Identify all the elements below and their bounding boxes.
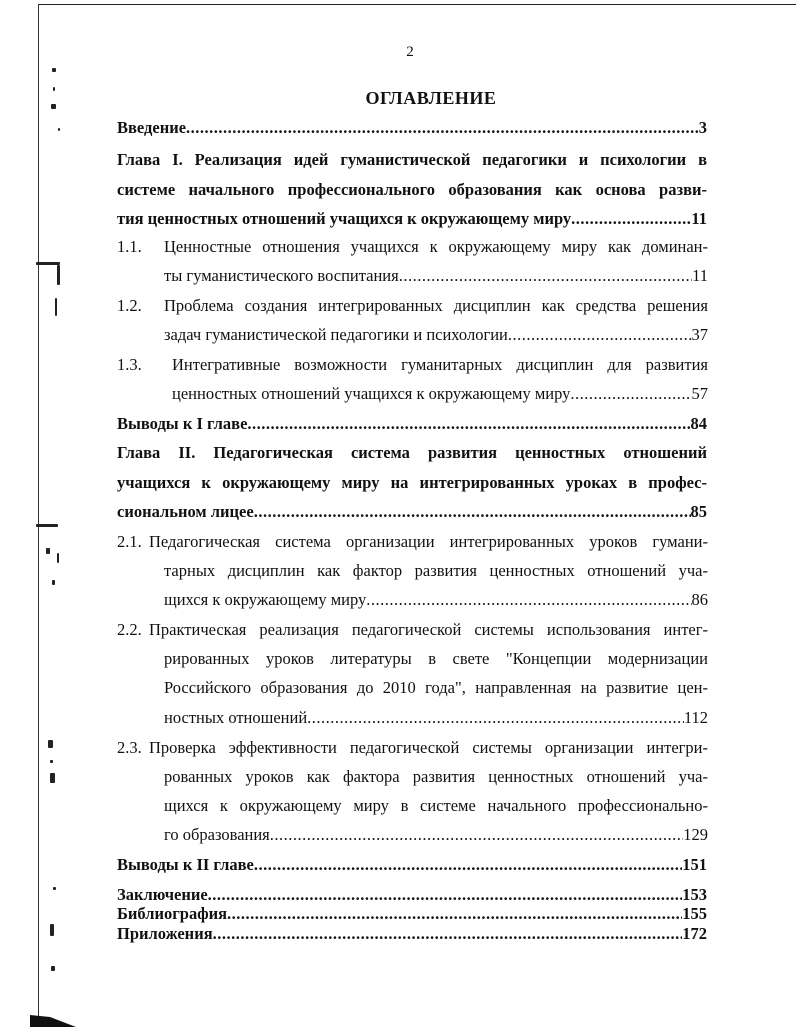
- scan-speck: [52, 580, 55, 585]
- scan-speck: [55, 298, 57, 316]
- scan-speck: [51, 966, 55, 971]
- scan-speck: [52, 68, 56, 72]
- toc-entry-1-3[interactable]: ценностных отношений учащихся к окружающему миру ..... 57: [172, 384, 708, 404]
- toc-section-number: 1.1.: [117, 237, 142, 256]
- toc-entry-intro[interactable]: Введение ..... 3: [117, 118, 707, 138]
- toc-entry-2-1[interactable]: щихся к окружающему миру ..... 86: [164, 590, 708, 610]
- toc-section-2-3-line: щихся к окружающему миру в системе начального профессионально-: [164, 796, 708, 815]
- toc-section-number: 1.3.: [117, 355, 142, 374]
- toc-entry-2-3[interactable]: го образования ..... 129: [164, 825, 708, 845]
- toc-section-2-3-line: Проверка эффективности педагогической системы организации интегри-: [149, 738, 708, 757]
- toc-entry-2-2[interactable]: ностных отношений ..... 112: [164, 708, 708, 728]
- scan-speck: [50, 760, 53, 763]
- toc-section-2-1-line: Педагогическая система организации интегрированных уроков гумани-: [149, 532, 708, 551]
- scan-speck: [53, 887, 56, 890]
- toc-section-2-1-line: тарных дисциплин как фактор развития ценностных отношений уча-: [164, 561, 708, 580]
- toc-chapter-2-line: учащихся к окружающему миру на интегрированных уроках в профес-: [117, 473, 707, 492]
- toc-entry-1-2[interactable]: задач гуманистической педагогики и психологии ..... 37: [164, 325, 708, 345]
- scan-speck: [57, 553, 59, 563]
- scan-speck: [50, 773, 55, 783]
- toc-section-2-2-line: рированных уроков литературы в свете "Концепции модернизации: [164, 649, 708, 668]
- toc-entry-chapter-2[interactable]: сиональном лицее ..... 85: [117, 502, 707, 522]
- page-title: ОГЛАВЛЕНИЕ: [365, 88, 497, 108]
- toc-section-2-2-line: Российского образования до 2010 года", направленная на развитие цен-: [164, 678, 708, 697]
- toc-entry-conclusion[interactable]: Заключение ..... 153: [117, 885, 707, 905]
- toc-section-1-1-line: Ценностные отношения учащихся к окружающему миру как доминан-: [164, 237, 708, 256]
- page-number: 2: [406, 44, 414, 60]
- scan-corner-shadow: [30, 1005, 80, 1027]
- scan-speck: [50, 924, 54, 936]
- toc-chapter-2-line: Глава II. Педагогическая система развития ценностных отношений: [117, 443, 707, 462]
- toc-entry-conclusions-1[interactable]: Выводы к I главе ..... 84: [117, 414, 707, 434]
- scan-speck: [36, 524, 58, 527]
- toc-section-2-2-line: Практическая реализация педагогической системы использования интег-: [149, 620, 708, 639]
- toc-chapter-1-line: системе начального профессионального образования как основа разви-: [117, 180, 707, 199]
- toc-entry-appendices[interactable]: Приложения ..... 172: [117, 924, 707, 944]
- toc-entry-bibliography[interactable]: Библиография ..... 155: [117, 904, 707, 924]
- toc-entry-chapter-1[interactable]: тия ценностных отношений учащихся к окружающему миру ..... 11: [117, 209, 707, 229]
- toc-section-number: 2.1.: [117, 532, 142, 551]
- scan-speck: [57, 265, 60, 285]
- toc-section-number: 1.2.: [117, 296, 142, 315]
- scan-speck: [48, 740, 53, 748]
- toc-section-number: 2.2.: [117, 620, 142, 639]
- toc-section-2-3-line: рованных уроков как фактора развития ценностных отношений уча-: [164, 767, 708, 786]
- toc-section-number: 2.3.: [117, 738, 142, 757]
- scan-speck: [58, 128, 60, 131]
- toc-entry-conclusions-2[interactable]: Выводы к II главе ..... 151: [117, 855, 707, 875]
- scan-border-left: [38, 4, 39, 1027]
- scan-border-top: [38, 4, 796, 5]
- toc-entry-1-1[interactable]: ты гуманистического воспитания ..... 11: [164, 266, 708, 286]
- toc-chapter-1-line: Глава I. Реализация идей гуманистической педагогики и психологии в: [117, 150, 707, 169]
- toc-section-1-2-line: Проблема создания интегрированных дисциплин как средства решения: [164, 296, 708, 315]
- scan-speck: [46, 548, 50, 554]
- toc-section-1-3-line: Интегративные возможности гуманитарных дисциплин для развития: [172, 355, 708, 374]
